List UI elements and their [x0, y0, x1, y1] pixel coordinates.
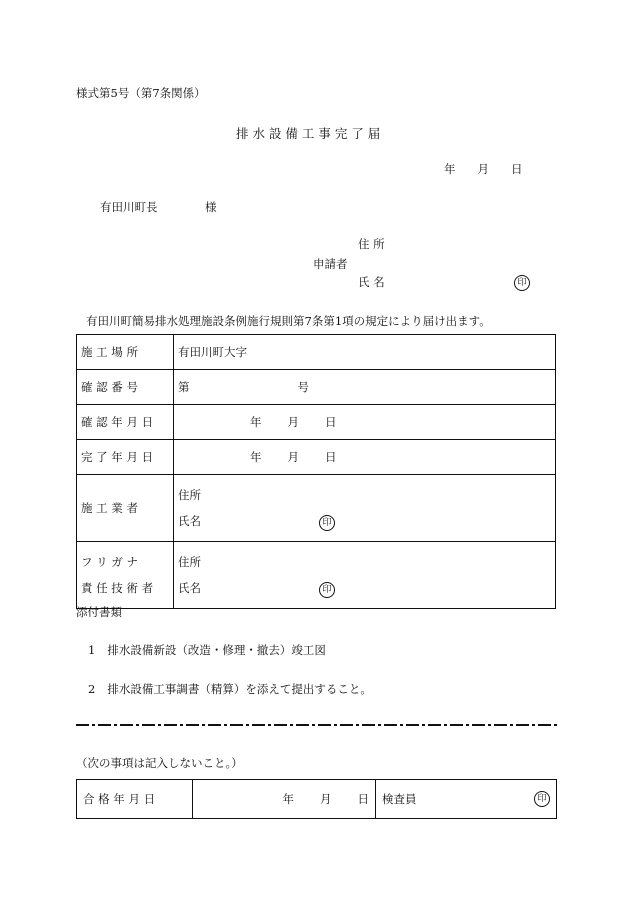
complete-date-label: 完 了 年 月 日: [81, 450, 154, 464]
confirm-year: 年: [250, 415, 262, 429]
document-title: 排 水 設 備 工 事 完 了 届: [236, 126, 381, 141]
inspection-table: [76, 779, 557, 819]
date-year: 年: [444, 162, 456, 176]
complete-year: 年: [250, 450, 262, 464]
table-row: [77, 335, 556, 370]
site-value: 有田川町大字: [174, 335, 556, 370]
confirm-no-suffix: 号: [297, 380, 309, 394]
applicant-name-label: 氏 名: [358, 275, 385, 289]
complete-month: 月: [287, 450, 299, 464]
table-row: [77, 370, 556, 405]
confirm-no-prefix: 第: [178, 380, 190, 394]
contractor-seal-icon: 印: [319, 515, 335, 531]
attachment-num: 2: [88, 682, 96, 696]
engineer-name: 氏名: [178, 581, 201, 595]
confirm-date-label: 確 認 年 月 日: [81, 415, 154, 429]
statement: 有田川町簡易排水処理施設条例施行規則第7条第1項の規定により届け出ます。: [86, 314, 491, 328]
attachment-text: 排水設備工事調書（精算）を添えて提出すること。: [107, 682, 372, 696]
inspector-label: 検査員: [382, 792, 417, 806]
confirm-day: 日: [325, 415, 337, 429]
application-table: [76, 334, 556, 609]
pass-year: 年: [282, 792, 294, 806]
table-row: [77, 780, 557, 819]
attachment-item-2: [88, 681, 372, 697]
addressee-name: 有田川町長: [100, 200, 158, 214]
table-row: [77, 405, 556, 440]
attachments-heading: 添付書類: [76, 605, 122, 619]
office-use-note: （次の事項は記入しないこと。）: [76, 756, 243, 770]
date-line: [444, 161, 523, 177]
date-day: 日: [511, 162, 523, 176]
cut-line-divider: [76, 724, 558, 726]
attachment-num: 1: [88, 643, 96, 657]
engineer-label: 責 任 技 術 者: [81, 581, 154, 595]
contractor-address: 住所: [178, 488, 201, 502]
contractor-label: 施 工 業 者: [81, 501, 138, 515]
applicant-label: 申請者: [313, 257, 348, 271]
pass-month: 月: [320, 792, 332, 806]
applicant-address-label: 住 所: [358, 237, 385, 251]
pass-day: 日: [357, 792, 369, 806]
table-row: [77, 542, 556, 609]
inspector-seal-icon: 印: [534, 791, 550, 807]
date-month: 月: [477, 162, 489, 176]
furigana-label: フ リ ガ ナ: [81, 555, 138, 569]
table-row: [77, 475, 556, 542]
table-row: [77, 440, 556, 475]
pass-date-label: 合 格 年 月 日: [83, 792, 156, 806]
site-label: 施 工 場 所: [81, 345, 138, 359]
engineer-address: 住所: [178, 555, 201, 569]
engineer-seal-icon: 印: [319, 582, 335, 598]
addressee-honorific: 様: [205, 200, 217, 214]
attachment-text: 排水設備新設（改造・修理・撤去）竣工図: [107, 643, 326, 657]
applicant-seal-icon: 印: [514, 274, 530, 291]
form-reference: 様式第5号（第7条関係）: [76, 86, 206, 100]
complete-day: 日: [325, 450, 337, 464]
contractor-name: 氏名: [178, 514, 201, 528]
confirm-month: 月: [287, 415, 299, 429]
confirm-no-label: 確 認 番 号: [81, 380, 138, 394]
attachment-item-1: [88, 642, 326, 658]
